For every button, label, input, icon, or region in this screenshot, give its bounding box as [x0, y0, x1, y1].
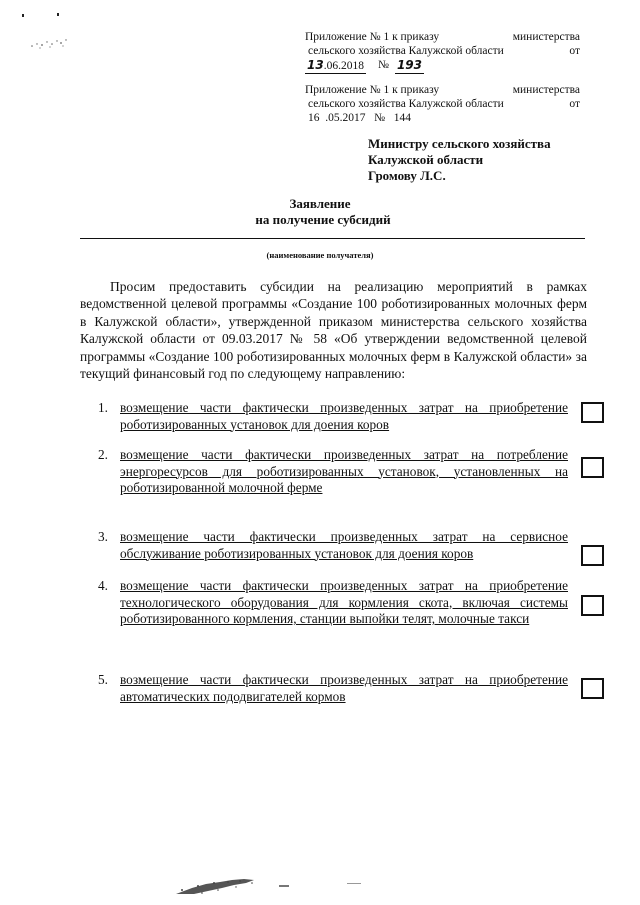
checkbox-item-5[interactable] [581, 678, 604, 699]
item-text: возмещение части фактически произведенных затрат на приобретение автоматических пододвигателей кормов [120, 672, 568, 704]
appendix-line3: 16 .05.2017 № 144 [308, 112, 411, 124]
addressee-line: Громову Л.С. [368, 168, 446, 183]
date-rest: .06.2018 [323, 60, 364, 72]
appendix-header-2018 [305, 30, 580, 74]
item-text: возмещение части фактически произведенных затрат на потребление энергоресурсов для роботизированных установок, установленных на роботизированной молочной ферме [120, 447, 568, 495]
appendix-line2: сельского хозяйства Калужской области [308, 45, 504, 57]
item-number: 3. [98, 529, 108, 544]
handwritten-day: 13 [307, 58, 324, 72]
appendix-header-2017 [305, 83, 580, 125]
handwritten-number: 193 [396, 58, 422, 72]
checkbox-item-1[interactable] [581, 402, 604, 423]
request-paragraph: Просим предоставить субсидии на реализацию мероприятий в рамках ведомственной целевой программы «Создание 100 роботизированных молочных ферм в Калужской области», утвержденной приказом министерства сельского хозяйства Калужской области от 09.03.2017 № 58 «Об утверждении ведомственной целевой программы «Создание 100 роботизированных молочных ферм в Калужской области» за текущий финансовый год по следующему направлению: [80, 279, 587, 382]
item-text: возмещение части фактически произведенных затрат на приобретение роботизированных установок для доения коров [120, 400, 568, 432]
item-number: 4. [98, 578, 108, 593]
title-line: на получение субсидий [255, 212, 391, 227]
scan-speck [22, 14, 24, 17]
item-text: возмещение части фактически произведенных затрат на сервисное обслуживание роботизированных установок для доения коров [120, 529, 568, 561]
appendix-line2-right: от [569, 98, 580, 110]
subsidy-item-2 [98, 447, 568, 497]
recipient-caption: (наименование получателя) [266, 250, 374, 260]
document-title [0, 196, 640, 228]
item-number: 5. [98, 672, 108, 687]
addressee-block [368, 136, 551, 184]
item-text: возмещение части фактически произведенных затрат на приобретение технологического оборудования для кормления скота, включая системы роботизированного кормления, станции выпойки телят, молочные такси [120, 578, 568, 626]
addressee-line: Министру сельского хозяйства [368, 136, 551, 151]
subsidy-item-3 [98, 529, 568, 562]
subsidy-item-1 [98, 400, 568, 433]
item-number: 1. [98, 400, 108, 415]
subsidy-item-4 [98, 578, 568, 628]
appendix-line1-right: министерства [512, 84, 580, 96]
item-number: 2. [98, 447, 108, 462]
scan-smudge-bottom [172, 874, 262, 898]
appendix-line2: сельского хозяйства Калужской области [308, 98, 504, 110]
title-line: Заявление [289, 196, 351, 211]
recipient-name-field[interactable] [80, 238, 585, 239]
subsidy-item-5 [98, 672, 568, 705]
scan-speck [57, 13, 59, 16]
appendix-line1: Приложение № 1 к приказу [305, 84, 440, 96]
number-sign: № [377, 59, 389, 71]
addressee-line: Калужской области [368, 152, 484, 167]
appendix-line1-right: министерства [512, 31, 580, 43]
scan-speck [347, 883, 361, 884]
checkbox-item-2[interactable] [581, 457, 604, 478]
scan-speck [279, 885, 289, 887]
checkbox-item-4[interactable] [581, 595, 604, 616]
appendix-line1: Приложение № 1 к приказу [305, 31, 440, 43]
checkbox-item-3[interactable] [581, 545, 604, 566]
appendix-line2-right: от [569, 45, 580, 57]
scan-smudge-top [28, 36, 72, 52]
